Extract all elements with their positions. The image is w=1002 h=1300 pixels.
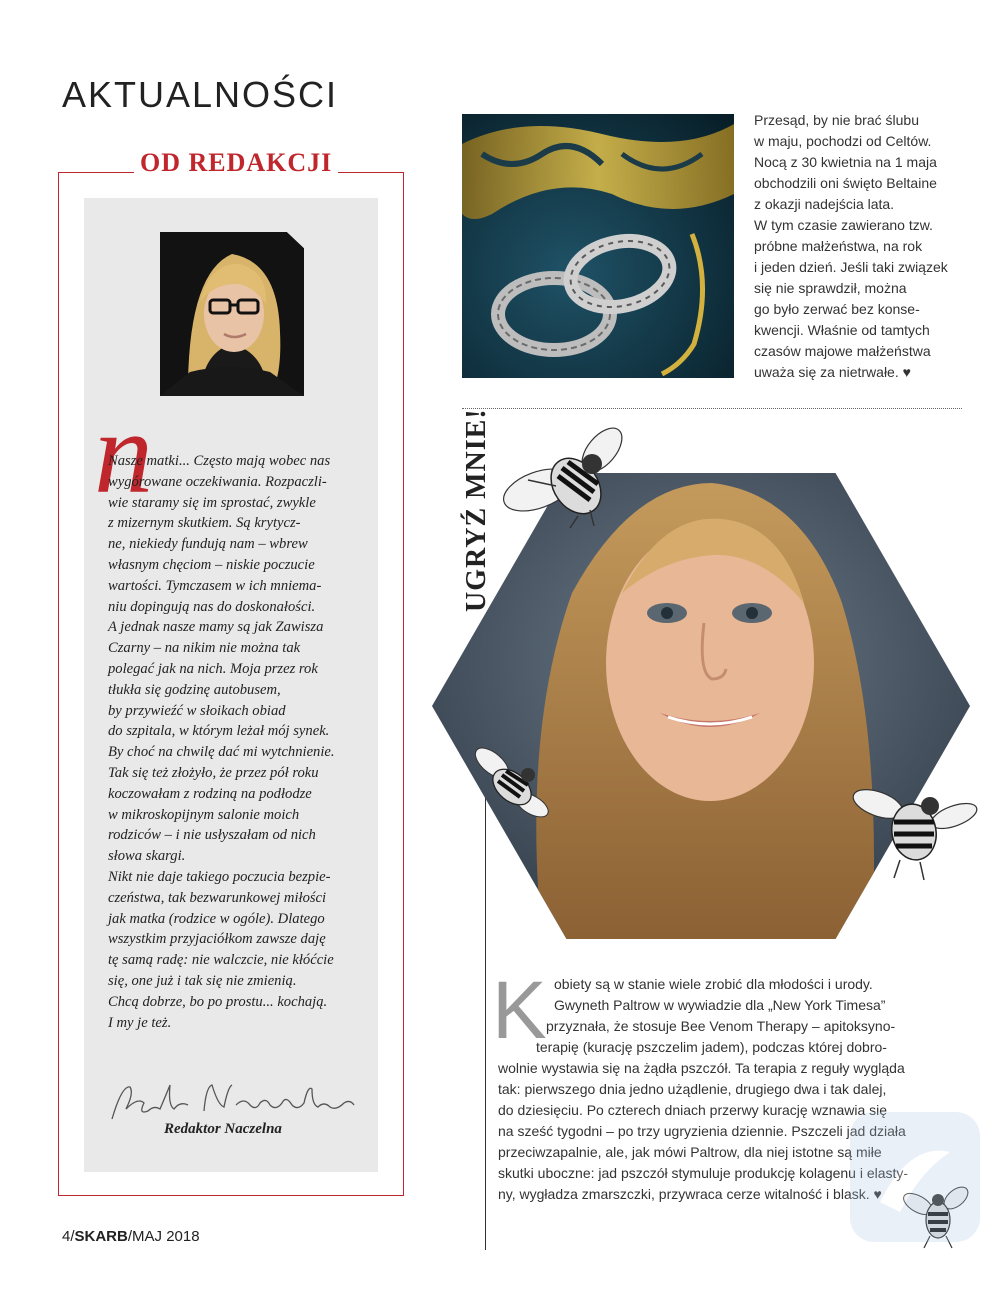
editorial-line: wartości. Tymczasem w ich mniema- — [108, 577, 322, 594]
article-line: obiety są w stanie wiele zrobić dla młodości i urody. — [554, 976, 873, 992]
signature-role: Redaktor Naczelna — [164, 1121, 282, 1137]
article-line: przyznała, że stosuje Bee Venom Therapy – apitoksyno- — [546, 1018, 896, 1034]
rings-line: próbne małżeństwa, na rok — [754, 238, 923, 254]
bee-illustration-right — [850, 776, 980, 881]
editorial-line: rodziców – i nie usłyszałam od nich — [108, 827, 316, 844]
footer-separator: / — [70, 1228, 75, 1245]
rings-line: w maju, pochodzi od Celtów. — [754, 133, 932, 149]
editor-portrait-photo — [160, 232, 304, 396]
rings-line: czasów majowe małżeństwa — [754, 343, 931, 359]
editorial-line: I my je też. — [108, 1014, 172, 1031]
rings-text — [754, 110, 974, 383]
article-line: Gwyneth Paltrow w wywiadzie dla „New York Timesa” — [554, 997, 886, 1013]
bee-illustration-top — [498, 420, 638, 530]
dotted-divider — [462, 408, 962, 409]
article-line: do dziesięciu. Po czterech dniach przerwy kurację wznawia się — [498, 1102, 888, 1118]
editorial-line: czeństwa, tak bezwarunkowej miłości — [108, 889, 327, 906]
article-line: ny, wygładza zmarszczki, przywraca cerze witalność i blask. ♥ — [498, 1186, 882, 1202]
article-line: przeciwzapalnie, ale, jak mówi Paltrow, dla niej istotne są miłe — [498, 1144, 882, 1160]
editorial-line: tłukła się godzinę autobusem, — [108, 681, 281, 698]
rings-line: z okazji nadejścia lata. — [754, 196, 895, 212]
watermark-logo — [840, 1102, 990, 1252]
rings-line: się nie sprawdził, można — [754, 280, 907, 296]
editorial-line: do szpitala, w którym leżał mój synek. — [108, 723, 330, 740]
editorial-line: jak matka (rodzice w ogóle). Dlatego — [108, 910, 325, 927]
rings-line: uważa się za nietrwałe. ♥ — [754, 364, 911, 380]
handwritten-signature — [108, 1075, 358, 1125]
rings-line: Nocą z 30 kwietnia na 1 maja — [754, 154, 937, 170]
rings-line: i jeden dzień. Jeśli taki związek — [754, 259, 948, 275]
editorial-line: tę samą radę: nie walczcie, nie kłóćcie — [108, 952, 334, 969]
rings-line: go było zerwać bez konse- — [754, 301, 920, 317]
vertical-heading: UGRYŹ MNIE! — [461, 408, 492, 612]
issue-date: MAJ 2018 — [132, 1228, 200, 1245]
footer-separator: / — [127, 1228, 133, 1245]
celtic-rings-photo — [462, 114, 734, 378]
page-number: 4 — [62, 1228, 71, 1245]
rings-line: W tym czasie zawierano tzw. — [754, 217, 933, 233]
editorial-line: niu dopingują nas do doskonałości. — [108, 598, 316, 615]
editorial-line: ne, niekiedy fundują nam – wbrew — [108, 536, 308, 553]
editorial-line: Czarny – na nikim nie można tak — [108, 640, 301, 657]
article-line: wolnie wystawia się na żądła pszczół. Ta terapia z reguły wygląda — [498, 1060, 905, 1076]
article-line: na sześć tygodni – po trzy ugryzienia dziennie. Pszczeli jad działa — [498, 1123, 906, 1139]
article-line: skutki uboczne: jad pszczół stymuluje produkcję kolagenu i elasty- — [498, 1165, 909, 1181]
rings-line: kwencji. Właśnie od tamtych — [754, 322, 930, 338]
editorial-line: A jednak nasze mamy są jak Zawisza — [108, 619, 324, 636]
editorial-line: słowa skargi. — [108, 848, 186, 865]
article-line: terapię (kurację pszczelim jadem), podczas której dobro- — [536, 1039, 887, 1055]
bee-illustration-left — [470, 735, 554, 825]
editorial-line: koczowałam z rodziną na podłodze — [108, 785, 312, 802]
article-drop-cap: K — [492, 965, 547, 1056]
editorial-line: wygórowane oczekiwania. Rozpaczli- — [108, 473, 327, 490]
rings-line: obchodzili oni święto Beltaine — [754, 175, 937, 191]
editorial-line: polegać jak na nich. Moja przez rok — [108, 660, 318, 677]
rings-line: Przesąd, by nie brać ślubu — [754, 112, 919, 128]
editorial-line: Nikt nie daje takiego poczucia bezpie- — [108, 868, 331, 885]
editorial-line: Chcą dobrze, bo po prostu... kochają. — [108, 993, 328, 1010]
editorial-line: wie staramy się im sprostać, zwykle — [108, 494, 316, 511]
editorial-line: Tak się też złożyło, że przez pół roku — [108, 764, 319, 781]
editorial-line: Nasze matki... Często mają wobec nas — [108, 453, 331, 469]
editorial-line: By choć na chwilę dać mi wytchnienie. — [108, 744, 335, 761]
editorial-drop-cap: n — [94, 387, 153, 518]
editorial-heading: OD REDAKCJI — [134, 148, 338, 178]
editorial-line: wszystkim przyjaciółkom zawsze daję — [108, 931, 326, 948]
page-footer — [62, 1228, 200, 1245]
editorial-text — [108, 451, 368, 1033]
editorial-line: własnym chęciom – niskie poczucie — [108, 556, 315, 573]
editorial-line: się, one już i tak się nie zmienią. — [108, 972, 297, 989]
editorial-line: z mizernym skutkiem. Są krytycz- — [108, 515, 301, 532]
editorial-line: by przywieźć w słoikach obiad — [108, 702, 286, 719]
section-title: AKTUALNOŚCI — [62, 74, 339, 116]
article-line: tak: pierwszego dnia jedno użądlenie, drugiego dwa i tak dalej, — [498, 1081, 887, 1097]
editorial-line: w mikroskopijnym salonie moich — [108, 806, 300, 823]
magazine-name: SKARB — [74, 1228, 128, 1245]
